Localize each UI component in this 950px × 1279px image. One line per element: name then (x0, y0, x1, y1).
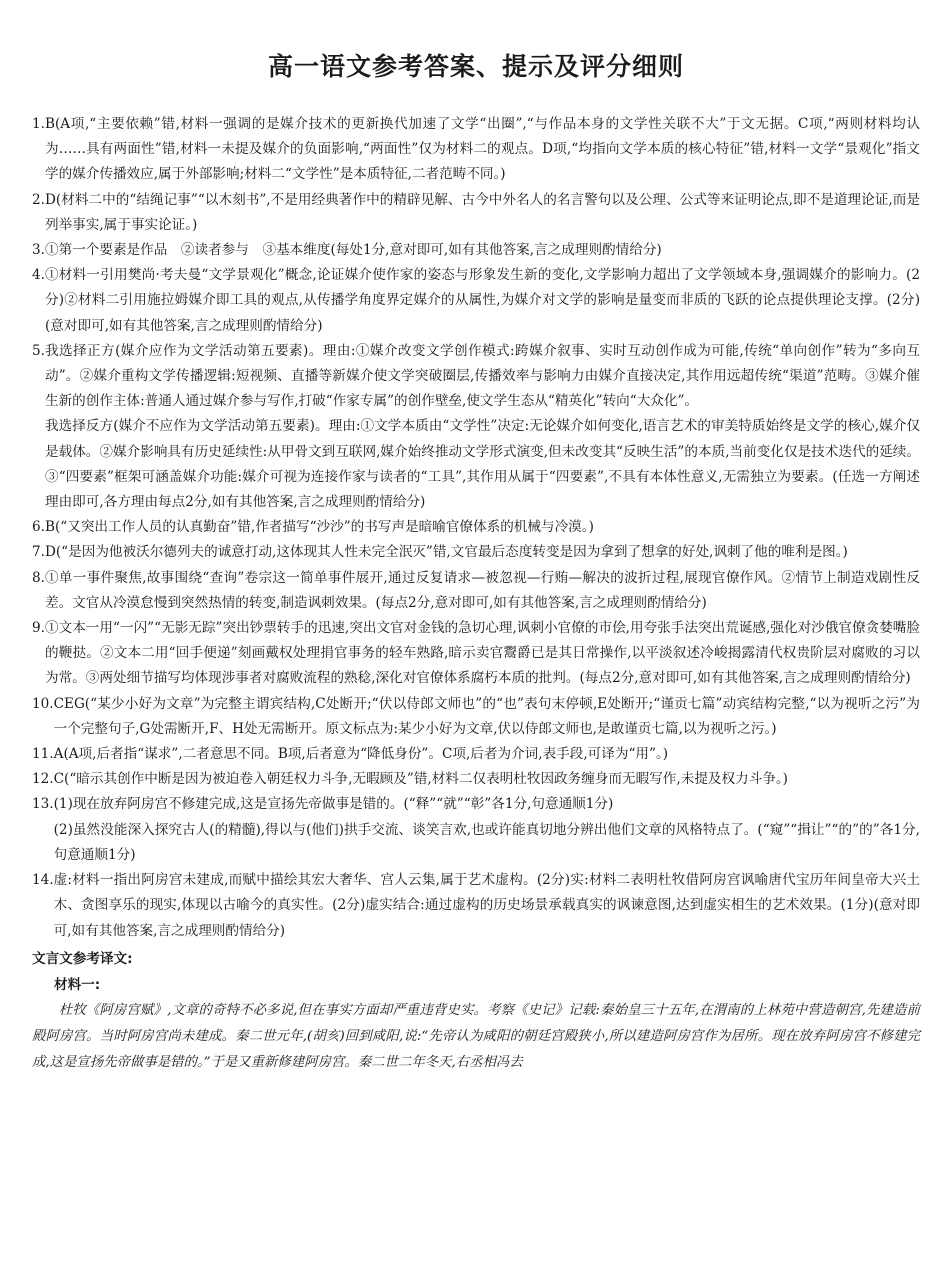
item-text: ①单一事件聚焦,故事围绕“查询”卷宗这一简单事件展开,通过反复请求—被忽视—行贿—解决的波折过程,展现官僚作风。②情节上制造戏剧性反差。文官从冷漠怠慢到突然热情的转变,制造讽刺效果。(每点2分,意对即可,如有其他答案,言之成理则酌情给分) (44, 569, 920, 611)
item-number: 13. (32, 796, 54, 813)
item-number: 7. (32, 544, 45, 561)
item-number: 4. (32, 267, 45, 284)
item-number: 8. (32, 569, 45, 586)
item-text: A(A项,后者指“谋求”,二者意思不同。B项,后者意为“降低身份”。C项,后者为介词,表手段,可译为“用”。) (53, 746, 669, 763)
answer-list (32, 112, 920, 1076)
item-number: 2. (32, 191, 45, 208)
answer-item-11 (32, 742, 920, 767)
item-text: ①材料一引用樊尚·考夫曼“文学景观化”概念,论证媒介使作家的姿态与形象发生新的变化,文学影响力超出了文学领域本身,强调媒介的影响力。(2分)②材料二引用施拉姆媒介即工具的观点,从传播学角度界定媒介的从属性,为媒介对文学的影响是量变而非质的飞跃的论点提供理论支撑。(2分)(意对即可,如有其他答案,言之成理则酌情给分) (44, 267, 920, 334)
item-text: B(A项,“主要依赖”错,材料一强调的是媒介技术的更新换代加速了文学“出圈”,“与作品本身的文学性关联不大”于文无据。C项,“两则材料均认为……具有两面性”错,材料一未提及媒介的负面影响,“两面性”仅为材料二的观点。D项,“均指向文学本质的核心特征”错,材料一文学“景观化”指文学的媒介传播效应,属于外部影响;材料二“文学性”是本质特征,二者范畴不同。) (44, 116, 920, 183)
translation-paragraph: 杜牧《阿房宫赋》,文章的奇特不必多说,但在事实方面却严重违背史实。考察《史记》记载:秦始皇三十五年,在渭南的上林苑中营造朝宫,先建造前殿阿房宫。当时阿房宫尚未建成。秦二世元年,(胡亥)回到咸阳,说:“先帝认为咸阳的朝廷宫殿狭小,所以建造阿房宫作为居所。现在放弃阿房宫不修建完成,这是宣扬先帝做事是错的。”于是又重新修建阿房宫。秦二世二年冬天,右丞相冯去 (32, 1002, 920, 1070)
item-body (45, 339, 920, 515)
answer-item-6 (32, 515, 920, 540)
item-text: 我选择正方(媒介应作为文学活动第五要素)。理由:①媒介改变文学创作模式:跨媒介叙事、实时互动创作成为可能,传统“单向创作”转为“多向互动”。②媒介重构文学传播逻辑:短视频、直播等新媒介使文学突破圈层,传播效率与影响力由媒介直接决定,其作用远超传统“渠道”范畴。③媒介催生新的创作主体:普通人通过媒介参与写作,打破“作家专属”的创作壁垒,使文学生态从“精英化”转向“大众化”。 (44, 342, 920, 410)
item-text: (1)现在放弃阿房宫不修建完成,这是宣扬先帝做事是错的。(“释”“就”“彰”各1分,句意通顺1分) (53, 796, 614, 813)
item-number: 5. (32, 342, 45, 359)
item-text: B(“又突出工作人员的认真勤奋”错,作者描写“沙沙”的书写声是暗喻官僚体系的机械与冷漠。) (44, 519, 594, 536)
item-number: 1. (32, 116, 45, 132)
item-text-alt: 我选择反方(媒介不应作为文学活动第五要素)。理由:①文学本质由“文学性”决定:无论媒介如何变化,语言艺术的审美特质始终是文学的核心,媒介仅是载体。②媒介影响具有历史延续性:从甲骨文到互联网,媒介始终推动文学形式演变,但未改变其“反映生活”的本质,当前变化仅是技术迭代的延续。③“四要素”框架可涵盖媒介功能:媒介可视为连接作家与读者的“工具”,其作用从属于“四要素”,不具有本体性意义,无需独立为要素。(任选一方阐述理由即可,各方理由每点2分,如有其他答案,言之成理则酌情给分) (44, 418, 920, 511)
answer-item-4 (32, 263, 920, 339)
item-number: 6. (32, 519, 45, 536)
item-number: 3. (32, 242, 45, 259)
item-text: ①第一个要素是作品 ②读者参与 ③基本维度(每处1分,意对即可,如有其他答案,言之成理则酌情给分) (44, 242, 662, 259)
item-number: 11. (32, 746, 54, 763)
item-text: 虚:材料一指出阿房宫未建成,而赋中描绘其宏大奢华、宫人云集,属于艺术虚构。(2分)实:材料二表明杜牧借阿房宫讽喻唐代宝历年间皇帝大兴土木、贪图享乐的现实,体现以古喻今的真实性。(2分)虚实结合:通过虚构的历史场景承载真实的讽谏意图,达到虚实相生的艺术效果。(1分)(意对即可,如有其他答案,言之成理则酌情给分) (53, 872, 920, 939)
item-number: 12. (32, 771, 54, 788)
item-number: 10. (32, 695, 54, 712)
answer-item-7 (32, 540, 920, 565)
answer-item-8 (32, 566, 920, 616)
item-text: C(“暗示其创作中断是因为被迫卷入朝廷权力斗争,无暇顾及”错,材料二仅表明杜牧因政务缠身而无暇写作,未提及权力斗争。) (53, 771, 788, 788)
item-text: CEG(“某少小好为文章”为完整主谓宾结构,C处断开;“伏以侍郎文师也”的“也”表句末停顿,E处断开;“谨贡七篇”动宾结构完整,“以为视听之污”为一个完整句子,G处需断开,F、H处无需断开。原文标点为:某少小好为文章,伏以侍郎文师也,是敢谨贡七篇,以为视听之污。) (53, 695, 920, 737)
answer-item-5 (32, 339, 920, 515)
item-text: ①文本一用“一闪”“无影无踪”突出钞票转手的迅速,突出文官对金钱的急切心理,讽刺小官僚的市侩,用夸张手法突出荒诞感,强化对沙俄官僚贪婪嘴脸的鞭挞。②文本二用“回手便递”刻画戴权处理捐官事务的轻车熟路,暗示卖官鬻爵已是其日常操作,以平淡叙述冷峻揭露清代权贵阶层对腐败的习以为常。③两处细节描写均体现涉事者对腐败流程的熟稔,深化对官僚体系腐朽本质的批判。(每点2分,意对即可,如有其他答案,言之成理则酌情给分) (44, 620, 920, 687)
answer-item-3 (32, 238, 920, 263)
answer-item-9 (32, 616, 920, 692)
material-one-title: 材料一: (54, 976, 101, 993)
page-title: 高一语文参考答案、提示及评分细则 (267, 52, 684, 81)
answer-item-2 (32, 188, 920, 238)
item-text: D(材料二中的“结绳记事”“以木刻书”,不是用经典著作中的精辟见解、古今中外名人的名言警句以及公理、公式等来证明论点,即不是道理论证,而是列举事实,属于事实论证。) (44, 191, 920, 233)
answer-item-1 (32, 112, 920, 188)
answer-item-13 (32, 792, 920, 868)
item-number: 9. (32, 620, 45, 637)
answer-item-10 (32, 692, 920, 742)
answer-item-12 (32, 767, 920, 792)
item-text-alt: (2)虽然没能深入探究古人(的精髓),得以与(他们)拱手交流、谈笑言欢,也或许能真切地分辨出他们文章的风格特点了。(“窥”“揖让”“的”的”各1分,句意通顺1分) (53, 821, 920, 863)
item-body (54, 792, 920, 868)
item-text: D(“是因为他被沃尔德列夫的诚意打动,这体现其人性未完全泯灭”错,文官最后态度转变是因为拿到了想拿的好处,讽刺了他的唯利是图。) (44, 544, 848, 561)
answer-item-14 (32, 868, 920, 944)
translation-section-title: 文言文参考译文: (32, 950, 133, 967)
item-number: 14. (32, 872, 54, 889)
